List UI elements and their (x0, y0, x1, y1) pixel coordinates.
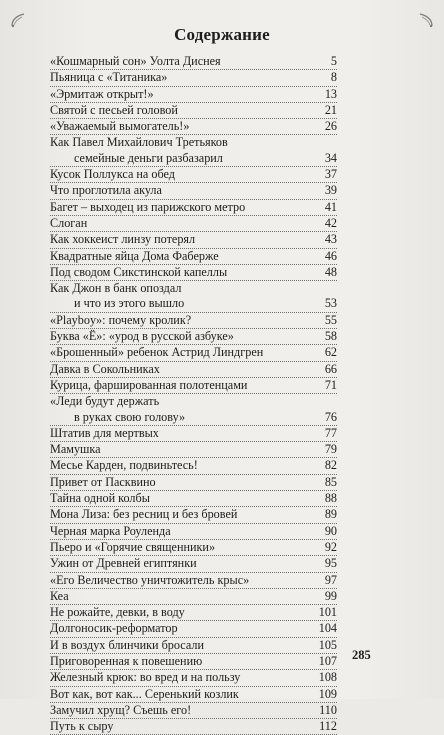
toc-entry (50, 524, 337, 540)
toc-entry (50, 556, 337, 572)
toc-entry (50, 638, 337, 654)
toc-entry-page: 105 (318, 637, 337, 652)
toc-entry (50, 507, 337, 523)
page-title: Содержание (174, 25, 270, 44)
toc-entry-title: Приговоренная к повешению (50, 653, 203, 668)
toc-entry (50, 265, 337, 281)
toc-entry (50, 281, 337, 296)
toc-entry-page: 76 (324, 409, 337, 424)
toc-entry (50, 605, 337, 621)
toc-entry (50, 621, 337, 637)
toc-entry (50, 87, 337, 103)
toc-entry (50, 687, 337, 703)
toc-entry-page: 89 (324, 507, 337, 522)
toc-entry (50, 394, 337, 409)
toc-entry (50, 458, 337, 474)
toc-entry-title: Долгоносик-реформатор (50, 621, 178, 636)
toc-entry-title: Мамушка (50, 442, 101, 457)
toc-entry-page: 88 (324, 491, 337, 506)
toc-entry-page: 66 (324, 361, 337, 376)
toc-entry-page: 55 (324, 312, 337, 327)
toc-entry-page: 92 (324, 539, 337, 554)
toc-entry-title: Багет – выходец из парижского метро (50, 199, 246, 214)
toc-entry-page: 48 (324, 264, 337, 279)
toc-entry-page: 101 (318, 605, 337, 620)
toc-entry-page: 43 (324, 232, 337, 247)
toc-entry (50, 491, 337, 507)
toc-entry-title: «Кошмарный сон» Уолта Диснея (50, 54, 221, 68)
toc-entry-title: И в воздух блинчики бросали (50, 637, 204, 652)
toc-entry (50, 296, 337, 312)
toc-entry (50, 70, 337, 86)
toc-entry-title: «Леди будут держать (50, 394, 160, 409)
toc-entry-page: 110 (319, 702, 337, 717)
toc-entry-title: «Уважаемый вымогатель!» (50, 119, 190, 134)
toc-entry-page: 39 (324, 183, 337, 198)
toc-entry (50, 703, 337, 719)
toc-entry-title: в руках свою голову» (74, 409, 186, 424)
toc-entry (50, 475, 337, 491)
toc-entry-title: Как хоккеист линзу потерял (50, 232, 196, 247)
toc-entry (50, 719, 337, 735)
toc-entry (50, 654, 337, 670)
toc-entry-page: 26 (324, 119, 337, 134)
toc-entry (50, 313, 337, 329)
toc-entry-page: 85 (324, 474, 337, 489)
toc-entry-page: 109 (318, 686, 337, 701)
toc-entry-title: Слоган (50, 215, 88, 230)
toc-entry (50, 54, 337, 70)
toc-entry-title: Замучил хрущ? Съешь его! (50, 702, 192, 717)
toc-entry-page: 53 (324, 296, 337, 311)
toc-entry-page: 46 (324, 248, 337, 263)
toc-entry-title: Привет от Пасквино (50, 474, 156, 489)
toc-entry-title: Кусок Поллукса на обед (50, 167, 175, 182)
toc-entry (50, 573, 337, 589)
toc-entry-page: 104 (318, 621, 337, 636)
toc-entry-page: 112 (319, 719, 337, 734)
toc-entry (50, 135, 337, 150)
toc-entry-title: Квадратные яйца Дома Фаберже (50, 248, 219, 263)
toc-entry-page: 41 (324, 199, 337, 214)
toc-entry (50, 378, 337, 394)
toc-entry-title: Не рожайте, девки, в воду (50, 605, 185, 620)
toc-entry-title: и что из этого вышло (74, 296, 185, 311)
toc-entry (50, 410, 337, 426)
toc-entry (50, 119, 337, 135)
toc-entry-page: 58 (324, 329, 337, 344)
page-number: 285 (352, 648, 371, 662)
toc-entry (50, 151, 337, 167)
toc-entry-page: 99 (324, 588, 337, 603)
toc-entry-page: 82 (324, 458, 337, 473)
toc-entry-page: 34 (324, 150, 337, 165)
toc-entry-title: Под сводом Сикстинской капеллы (50, 264, 228, 279)
toc-entry-title: Черная марка Роуленда (50, 523, 171, 538)
toc-entry (50, 249, 337, 265)
table-of-contents (50, 54, 337, 735)
toc-entry (50, 329, 337, 345)
toc-entry-title: Пьяница с «Титаника» (50, 70, 168, 85)
toc-entry (50, 216, 337, 232)
toc-entry (50, 540, 337, 556)
toc-entry-page: 62 (324, 345, 337, 360)
toc-entry-title: Путь к сыру (50, 719, 114, 734)
toc-entry-page: 5 (330, 54, 337, 68)
toc-entry-title: Тайна одной колбы (50, 491, 150, 506)
toc-entry-page: 71 (324, 377, 337, 392)
toc-entry-page: 8 (330, 70, 337, 85)
toc-entry-page: 108 (318, 670, 337, 685)
toc-entry-page: 21 (324, 102, 337, 117)
toc-entry (50, 232, 337, 248)
toc-entry-title: Ужин от Древней египтянки (50, 556, 197, 571)
toc-entry-title: Месье Карден, подвиньтесь! (50, 458, 198, 473)
toc-entry-page: 79 (324, 442, 337, 457)
toc-entry (50, 589, 337, 605)
toc-entry (50, 103, 337, 119)
toc-entry-title: Мона Лиза: без ресниц и без бровей (50, 507, 238, 522)
toc-entry-title: Кеа (50, 588, 69, 603)
toc-entry-title: Как Павел Михайлович Третьяков (50, 135, 228, 150)
toc-entry-title: «Брошенный» ребенок Астрид Линдгрен (50, 345, 264, 360)
toc-entry-page: 42 (324, 215, 337, 230)
toc-entry-title: Штатив для мертвых (50, 425, 159, 440)
toc-entry-page: 107 (318, 653, 337, 668)
toc-entry-page: 97 (324, 572, 337, 587)
toc-entry (50, 426, 337, 442)
toc-entry-title: Святой с песьей головой (50, 102, 178, 117)
toc-entry-title: «Его Величество уничтожитель крыс» (50, 572, 250, 587)
toc-entry (50, 362, 337, 378)
toc-entry-title: семейные деньги разбазарил (74, 150, 223, 165)
toc-entry-page: 37 (324, 167, 337, 182)
toc-entry (50, 200, 337, 216)
toc-entry-title: Как Джон в банк опоздал (50, 281, 182, 296)
toc-entry-title: Вот как, вот как... Серенький козлик (50, 686, 239, 701)
toc-entry-title: Что проглотила акула (50, 183, 162, 198)
toc-entry-title: Пьеро и «Горячие священники» (50, 539, 216, 554)
toc-entry-title: Железный крюк: во вред и на пользу (50, 670, 241, 685)
toc-entry-page: 95 (324, 556, 337, 571)
toc-entry (50, 670, 337, 686)
toc-entry-title: Буква «Ё»: «урод в русской азбуке» (50, 329, 234, 344)
toc-entry-title: «Playboy»: почему кролик? (50, 312, 192, 327)
toc-entry (50, 183, 337, 199)
toc-entry-page: 77 (324, 425, 337, 440)
toc-entry-title: «Эрмитаж открыт!» (50, 86, 154, 101)
toc-entry (50, 167, 337, 183)
toc-entry-page: 90 (324, 523, 337, 538)
toc-entry (50, 442, 337, 458)
toc-entry (50, 345, 337, 361)
toc-entry-title: Курица, фаршированная полотенцами (50, 377, 248, 392)
toc-entry-title: Давка в Сокольниках (50, 361, 160, 376)
toc-entry-page: 13 (324, 86, 337, 101)
